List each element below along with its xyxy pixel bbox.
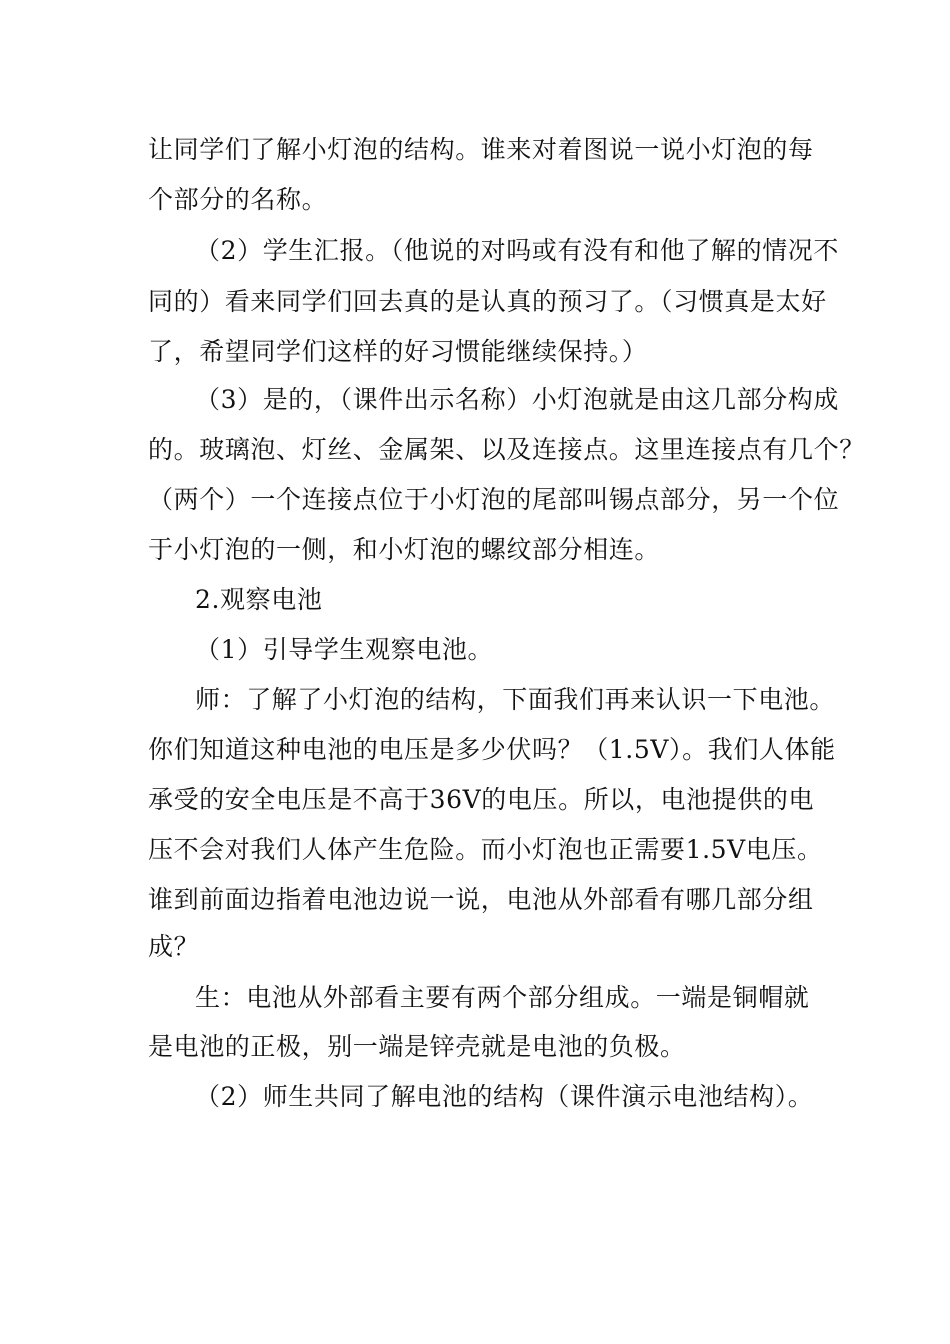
paragraph-line: 于小灯泡的一侧，和小灯泡的螺纹部分相连。 <box>148 535 661 564</box>
paragraph-line: 让同学们了解小灯泡的结构。谁来对着图说一说小灯泡的每 <box>148 135 814 164</box>
paragraph-line: 同的）看来同学们回去真的是认真的预习了。（习惯真是太好 <box>148 287 827 316</box>
paragraph-line: （1）引导学生观察电池。 <box>195 635 494 664</box>
paragraph-line: 你们知道这种电池的电压是多少伏吗？（1.5V）。我们人体能 <box>148 735 836 764</box>
section-heading: 2.观察电池 <box>195 585 323 614</box>
paragraph-line: 是电池的正极，别一端是锌壳就是电池的负极。 <box>148 1032 686 1061</box>
paragraph-line: 承受的安全电压是不高于36V的电压。所以，电池提供的电 <box>148 785 815 814</box>
paragraph-line: （3）是的，（课件出示名称）小灯泡就是由这几部分构成 <box>195 385 840 414</box>
paragraph-line: 谁到前面边指着电池边说一说，电池从外部看有哪几部分组 <box>148 885 814 914</box>
paragraph-line: 师：了解了小灯泡的结构，下面我们再来认识一下电池。 <box>195 685 836 714</box>
paragraph-line: 个部分的名称。 <box>148 185 328 214</box>
paragraph-line: （两个）一个连接点位于小灯泡的尾部叫锡点部分，另一个位 <box>148 485 840 514</box>
paragraph-line: 生：电池从外部看主要有两个部分组成。一端是铜帽就 <box>195 983 810 1012</box>
paragraph-line: 了，希望同学们这样的好习惯能继续保持。） <box>148 337 648 366</box>
paragraph-line: 的。玻璃泡、灯丝、金属架、以及连接点。这里连接点有几个？ <box>148 435 865 464</box>
paragraph-line: （2）师生共同了解电池的结构（课件演示电池结构）。 <box>195 1082 814 1111</box>
paragraph-line: 压不会对我们人体产生危险。而小灯泡也正需要1.5V电压。 <box>148 835 823 864</box>
paragraph-line: （2）学生汇报。（他说的对吗或有没有和他了解的情况不 <box>195 236 840 265</box>
paragraph-line: 成？ <box>148 932 200 961</box>
